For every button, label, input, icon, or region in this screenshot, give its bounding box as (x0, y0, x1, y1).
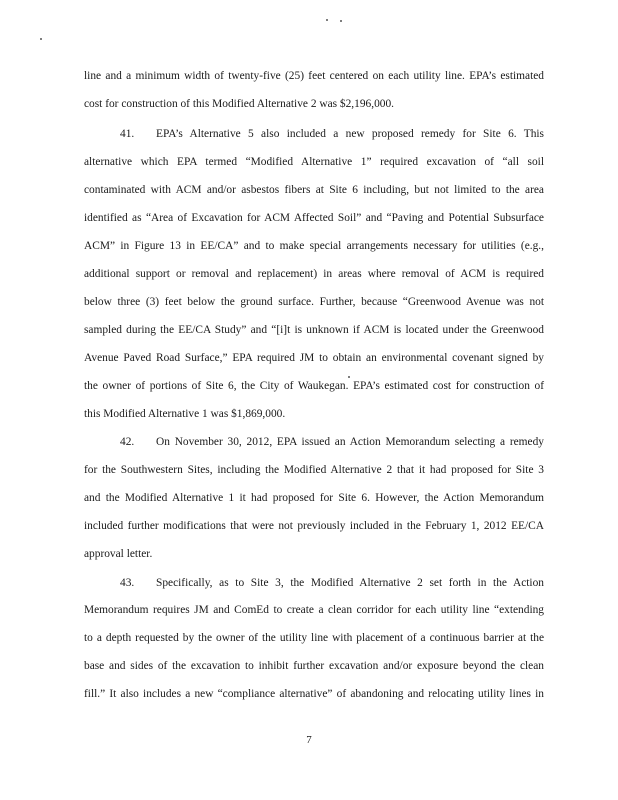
paragraph-text: EPA’s Alternative 5 also included a new proposed remedy for Site 6. This (156, 128, 544, 140)
paragraph-42-line: included further modifications that were not previously included in the February 1, 2012 EE/CA (84, 520, 544, 532)
paragraph-43-line: fill.” It also includes a new “compliance alternative” of abandoning and relocating utility lines in (84, 688, 544, 700)
paragraph-text: Specifically, as to Site 3, the Modified Alternative 2 set forth in the Action (156, 577, 544, 589)
paragraph-42-line: approval letter. (84, 548, 153, 560)
continuation-line: line and a minimum width of twenty-five (25) feet centered on each utility line. EPA’s estimated (84, 70, 544, 82)
paragraph-41-line: contaminated with ACM and/or asbestos fibers at Site 6 including, but not limited to the area (84, 184, 544, 196)
paragraph-41-line: this Modified Alternative 1 was $1,869,000. (84, 408, 286, 420)
paragraph-43-line: to a depth requested by the owner of the utility line with placement of a continuous barrier at the (84, 632, 544, 644)
paragraph-number: 43. (120, 577, 135, 589)
paragraph-41-line: ACM” in Figure 13 in EE/CA” and to make special arrangements necessary for utilities (e.g., (84, 240, 544, 252)
scan-speck (40, 38, 42, 40)
paragraph-42-line: and the Modified Alternative 1 it had proposed for Site 6. However, the Action Memorandum (84, 492, 544, 504)
paragraph-43-line: base and sides of the excavation to inhibit further excavation and/or exposure beyond the clean (84, 660, 544, 672)
paragraph-41-line: identified as “Area of Excavation for ACM Affected Soil” and “Paving and Potential Subsurface (84, 212, 544, 224)
paragraph-41-line: alternative which EPA termed “Modified Alternative 1” required excavation of “all soil (84, 156, 544, 168)
paragraph-41-line: the owner of portions of Site 6, the City of Waukegan. EPA’s estimated cost for construction of (84, 380, 544, 392)
continuation-line: cost for construction of this Modified Alternative 2 was $2,196,000. (84, 98, 395, 110)
paragraph-41-line (120, 127, 544, 141)
paragraph-text: On November 30, 2012, EPA issued an Action Memorandum selecting a remedy (156, 436, 544, 448)
page-number: 7 (306, 734, 312, 746)
paragraph-41-line: below three (3) feet below the ground surface. Further, because “Greenwood Avenue was not (84, 296, 544, 308)
paragraph-number: 41. (120, 128, 135, 140)
paragraph-41-line: Avenue Paved Road Surface,” EPA required JM to obtain an environmental covenant signed by (84, 352, 544, 364)
paragraph-43-line: Memorandum requires JM and ComEd to create a clean corridor for each utility line “extending (84, 604, 544, 616)
scan-speck (326, 19, 328, 21)
paragraph-number: 42. (120, 436, 135, 448)
paragraph-41-line: additional support or removal and replacement) in areas where removal of ACM is required (84, 268, 544, 280)
paragraph-42-line: for the Southwestern Sites, including the Modified Alternative 2 that it had proposed for Site 3 (84, 464, 544, 476)
paragraph-41-line: sampled during the EE/CA Study” and “[i]t is unknown if ACM is located under the Greenwood (84, 324, 544, 336)
paragraph-43-line (120, 576, 544, 590)
scan-speck (348, 376, 350, 378)
paragraph-42-line (120, 435, 544, 449)
scan-speck (340, 20, 342, 22)
